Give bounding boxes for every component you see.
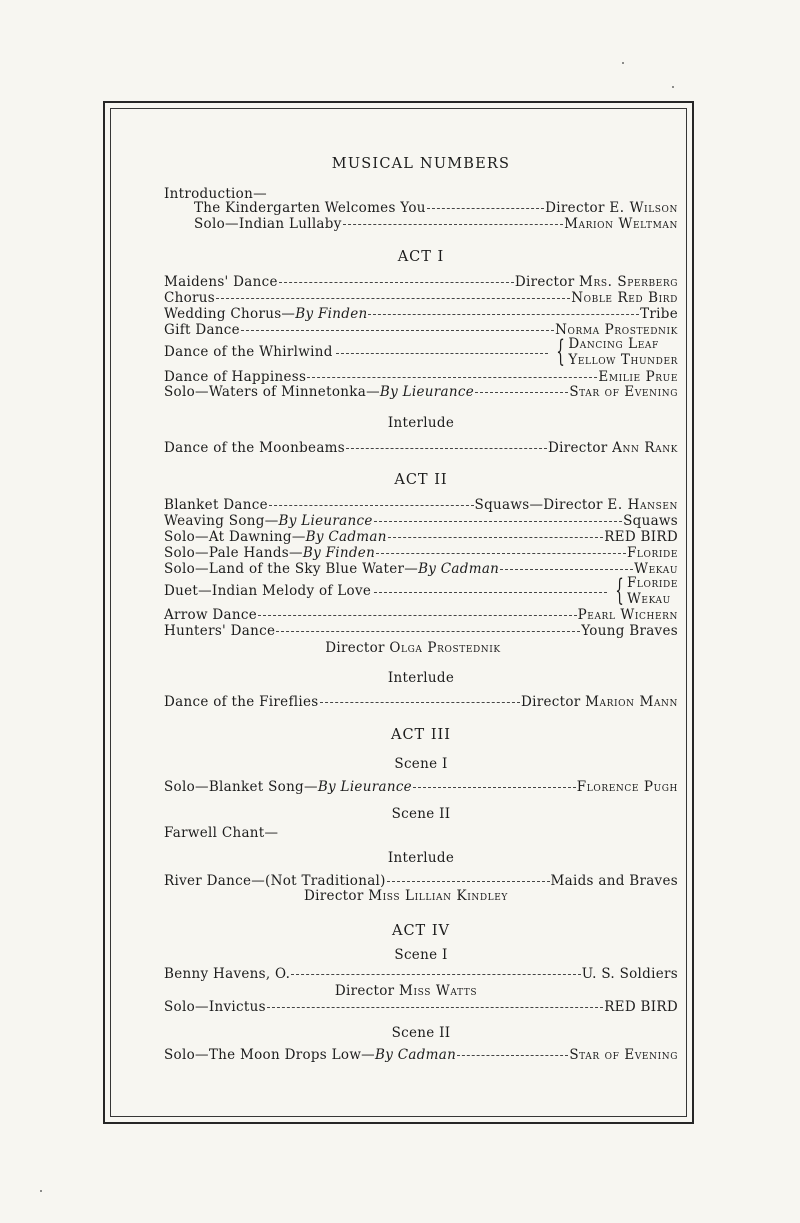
- program-row: Gift Dance Norma Prostednik: [164, 322, 678, 338]
- dot-leader: [276, 629, 580, 632]
- dot-leader: [241, 328, 554, 331]
- dot-leader: [336, 351, 549, 354]
- dot-leader: [475, 390, 568, 393]
- dot-leader: [346, 446, 547, 449]
- program-row: Solo—Land of the Sky Blue Water—By Cadman Wekau: [164, 561, 678, 577]
- program-row: Arrow Dance Pearl Wichern: [164, 607, 678, 623]
- director-line: Director Olga Prostednik: [325, 640, 501, 656]
- program-text: Farwell Chant—: [164, 825, 279, 841]
- dot-leader: [291, 972, 580, 975]
- act-heading: ACT I: [397, 249, 445, 265]
- program-row: Wedding Chorus—By Finden Tribe: [164, 306, 678, 322]
- dot-leader: [216, 296, 570, 299]
- program-row: Maidens' Dance Director Mrs. Sperberg: [164, 274, 678, 290]
- program-row: Blanket Dance Squaws—Director E. Hansen: [164, 497, 678, 513]
- dot-leader: [320, 700, 520, 703]
- dot-leader: [279, 280, 514, 283]
- page-title: MUSICAL NUMBERS: [331, 156, 511, 172]
- program-row: Dance of the Fireflies Director Marion Mann: [164, 694, 678, 710]
- program-row: Chorus Noble Red Bird: [164, 290, 678, 306]
- interlude-heading: Interlude: [387, 670, 455, 686]
- introduction-heading: Introduction—: [164, 186, 267, 202]
- scene-heading: Scene II: [391, 1025, 451, 1041]
- interlude-heading: Interlude: [387, 415, 455, 431]
- director-line: Director Miss Watts: [334, 983, 478, 999]
- dot-leader: [427, 206, 544, 209]
- program-row: Dance of the Moonbeams Director Ann Rank: [164, 440, 678, 456]
- program-row: The Kindergarten Welcomes You Director E. Wilson: [194, 200, 678, 216]
- program-row: Solo—Indian Lullaby Marion Weltman: [194, 216, 678, 232]
- dot-leader: [368, 312, 639, 315]
- program-content: [164, 0, 678, 1223]
- dot-leader: [457, 1053, 568, 1056]
- dot-leader: [343, 222, 563, 225]
- dot-leader: [376, 551, 626, 554]
- dot-leader: [500, 567, 633, 570]
- act-heading: ACT IV: [391, 923, 451, 939]
- dot-leader: [307, 375, 597, 378]
- program-row: Solo—Blanket Song—By Lieurance Florence Pugh: [164, 779, 678, 795]
- dot-leader: [258, 613, 577, 616]
- dot-leader: [374, 590, 607, 593]
- dot-leader: [374, 519, 622, 522]
- dot-leader: [388, 535, 603, 538]
- program-row: River Dance—(Not Traditional) Maids and Braves: [164, 873, 678, 889]
- program-row: Benny Havens, O. U. S. Soldiers: [164, 966, 678, 982]
- program-row: Solo—Pale Hands—By Finden Floride: [164, 545, 678, 561]
- scene-heading: Scene II: [391, 806, 451, 822]
- program-row: Solo—At Dawning—By Cadman RED BIRD: [164, 529, 678, 545]
- program-row-brace: Duet—Indian Melody of Love { Floride Wekau: [164, 573, 678, 608]
- program-row: Solo—The Moon Drops Low—By Cadman Star of Evening: [164, 1047, 678, 1063]
- dot-leader: [387, 879, 550, 882]
- paper-speck: [40, 1190, 42, 1192]
- program-row: Solo—Invictus RED BIRD: [164, 999, 678, 1015]
- program-row: Hunters' Dance Young Braves: [164, 623, 678, 639]
- brace-symbol: {: [615, 573, 624, 608]
- scene-heading: Scene I: [394, 756, 448, 772]
- act-heading: ACT III: [390, 727, 452, 743]
- program-row: Weaving Song—By Lieurance Squaws: [164, 513, 678, 529]
- program-row-brace: Dance of the Whirlwind { Dancing Leaf Yellow Thunder: [164, 334, 678, 369]
- dot-leader: [413, 785, 576, 788]
- program-row: Solo—Waters of Minnetonka—By Lieurance Star of Evening: [164, 384, 678, 400]
- interlude-heading: Interlude: [387, 850, 455, 866]
- act-heading: ACT II: [394, 472, 448, 488]
- brace-symbol: {: [556, 334, 566, 369]
- dot-leader: [267, 1005, 603, 1008]
- program-row: Dance of Happiness Emilie Prue: [164, 369, 678, 385]
- dot-leader: [269, 503, 474, 506]
- scene-heading: Scene I: [394, 947, 448, 963]
- director-line: Director Miss Lillian Kindley: [304, 888, 508, 904]
